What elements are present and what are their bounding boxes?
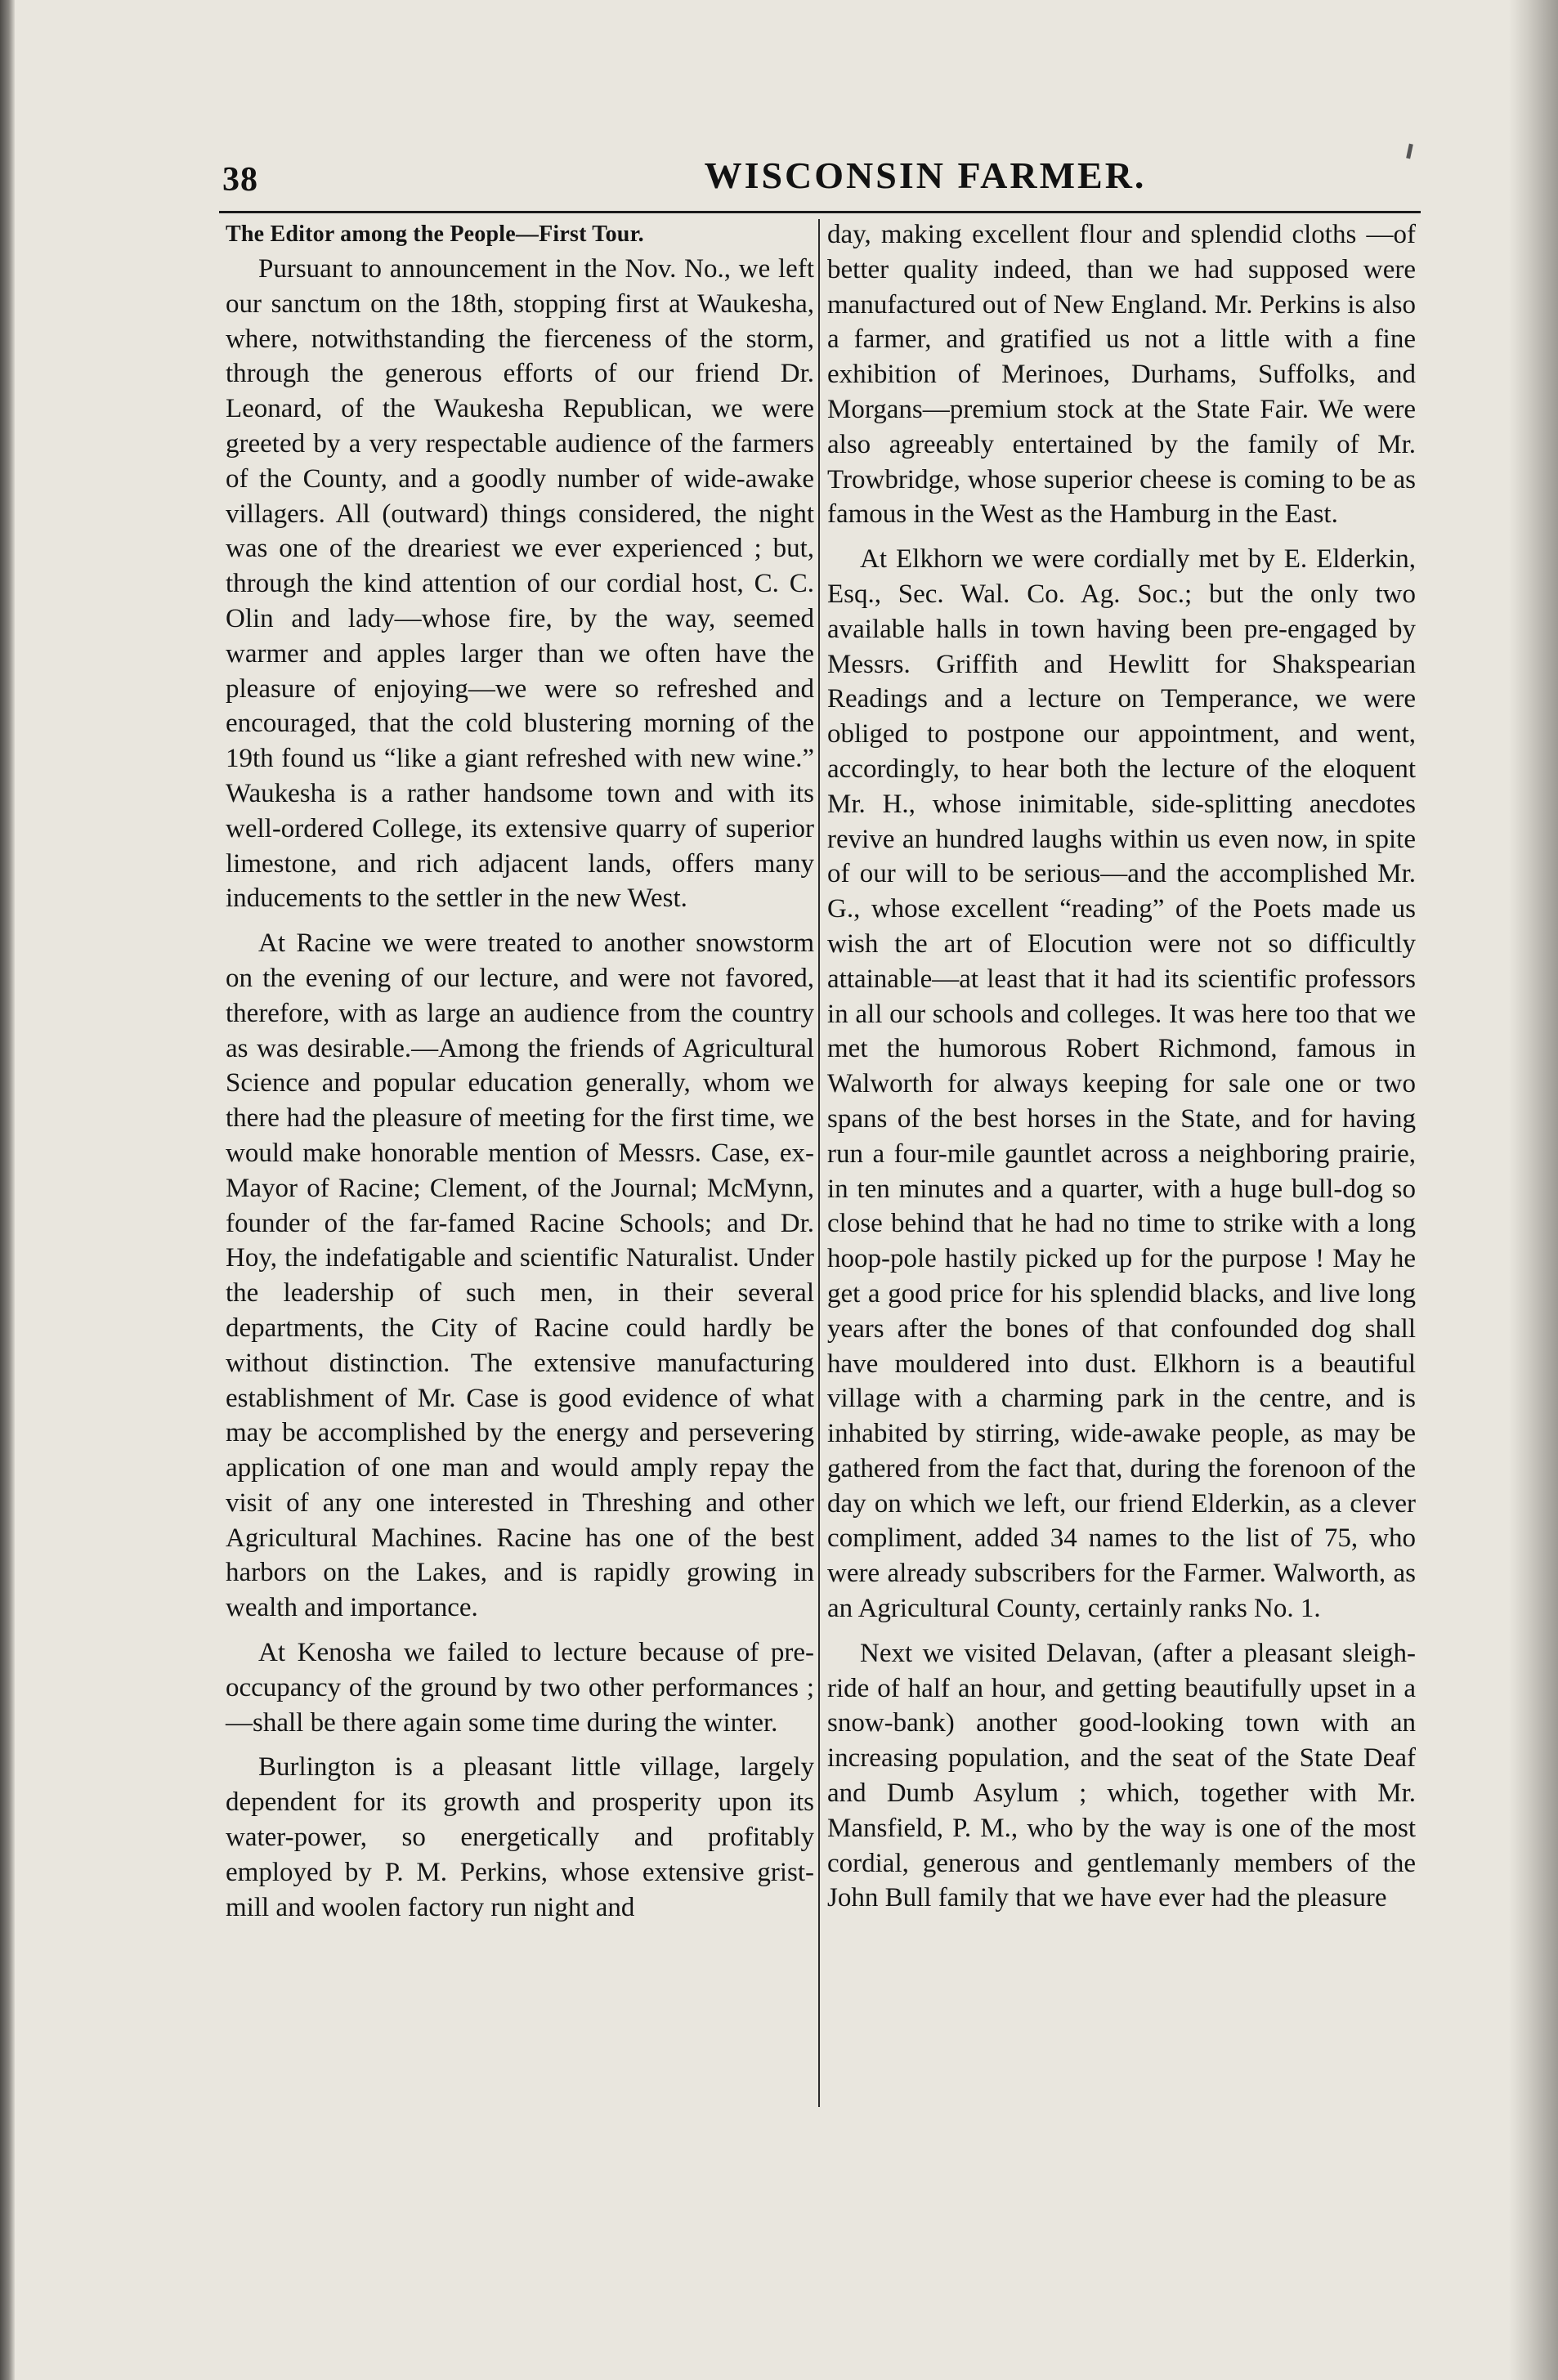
paragraph: At Kenosha we failed to lecture because of pre-occupancy of the ground by two other performances ;—shall be there again some time during the winter. [226, 1638, 814, 1738]
paragraph: At Elkhorn we were cordially met by E. Elderkin, Esq., Sec. Wal. Co. Ag. Soc.; but the only two available halls in town having been pre-engaged by Messrs. Griffith and Hewlitt for Shakspearian Readings and a lecture on Temperance, we were obliged to postpone our appointment, and went, accordingly, to hear both the lecture of the eloquent Mr. H., whose inimitable, side-splitting anecdotes revive an hundred laughs within us even now, in spite of our will to be serious—and the accomplished Mr. G., whose excellent “reading” of the Poets made us wish the art of Elocution were not so difficultly attainable—at least that it had its scientific professors in all our schools and colleges. It was here too that we met the humorous Robert Richmond, famous in Walworth for always keeping for sale one or two spans of the best horses in the State, and for having run a four-mile gauntlet across a neighboring prairie, in ten minutes and a quarter, with a huge bull-dog so close behind that he had no time to strike with a long hoop-pole hastily picked up for the purpose ! May he get a good price for his splendid blacks, and live long years after the bones of that confounded dog shall have mouldered into dust. Elkhorn is a beautiful village with a charming park in the centre, and is inhabited by stirring, wide-awake people, as may be gathered from the fact that, during the forenoon of the day on which we left, our friend Elderkin, as a clever compliment, added 34 names to the list of 75, who were already subscribers for the Farmer. Walworth, as an Agricultural County, certainly ranks No. 1. [827, 544, 1416, 1624]
header-rule [219, 211, 1421, 213]
right-column [827, 217, 1416, 1926]
paragraph: day, making excellent flour and splendid cloths —of better quality indeed, than we had supposed were manufactured out of New England. Mr. Perkins is also a farmer, and gratified us not a little with a fine exhibition of Merinoes, Durhams, Suffolks, and Morgans—premium stock at the State Fair. We were also agreeably entertained by the family of Mr. Trowbridge, whose superior cheese is coming to be as famous in the West as the Hamburg in the East. [827, 220, 1416, 530]
paragraph: Burlington is a pleasant little village, largely dependent for its growth and prosperity upon its water-power, so energetically and profitably employed by P. M. Perkins, whose extensive grist-mill and woolen factory run night and [226, 1752, 814, 1922]
article-heading: The Editor among the People—First Tour. [226, 221, 644, 247]
page-header [222, 154, 1416, 203]
page-number: 38 [222, 161, 258, 199]
paragraph: Pursuant to announcement in the Nov. No., we left our sanctum on the 18th, stopping first at Waukesha, where, notwithstanding the fierceness of the storm, through the generous efforts of our friend Dr. Leonard, of the Waukesha Republican, we were greeted by a very respectable audience of the farmers of the County, and a goodly number of wide-awake villagers. All (outward) things considered, the night was one of the dreariest we ever experienced ; but, through the kind attention of our cordial host, C. C. Olin and lady—whose fire, by the way, seemed warmer and apples larger than we often have the pleasure of enjoying—we were so refreshed and encouraged, that the cold blustering morning of the 19th found us “like a giant refreshed with new wine.” Waukesha is a rather handsome town and with its well-ordered College, its extensive quarry of superior limestone, and rich adjacent lands, offers many inducements to the settler in the new West. [226, 254, 814, 914]
paragraph: At Racine we were treated to another snowstorm on the evening of our lecture, and were not favored, therefore, with as large an audience from the country as was desirable.—Among the friends of Agricultural Science and popular education generally, whom we there had the pleasure of meeting for the first time, we would make honorable mention of Messrs. Case, ex-Mayor of Racine; Clement, of the Journal; McMynn, founder of the far-famed Racine Schools; and Dr. Hoy, the indefatigable and scientific Naturalist. Under the leadership of such men, in their several departments, the City of Racine could hardly be without distinction. The extensive manufacturing establishment of Mr. Case is good evidence of what may be accomplished by the energy and persevering application of one man and would amply repay the visit of any one interested in Threshing and other Agricultural Machines. Racine has one of the best harbors on the Lakes, and is rapidly growing in wealth and importance. [226, 928, 814, 1623]
running-title: WISCONSIN FARMER. [704, 154, 1147, 196]
paragraph: Next we visited Delavan, (after a pleasant sleigh-ride of half an hour, and getting beautifully upset in a snow-bank) another good-looking town with an increasing population, and the seat of the State Deaf and Dumb Asylum ; which, together with Mr. Mansfield, P. M., who by the way is one of the most cordial, generous and gentlemanly members of the John Bull family that we have ever had the pleasure [827, 1638, 1416, 1913]
left-column [226, 217, 814, 1935]
column-divider [818, 219, 820, 2107]
